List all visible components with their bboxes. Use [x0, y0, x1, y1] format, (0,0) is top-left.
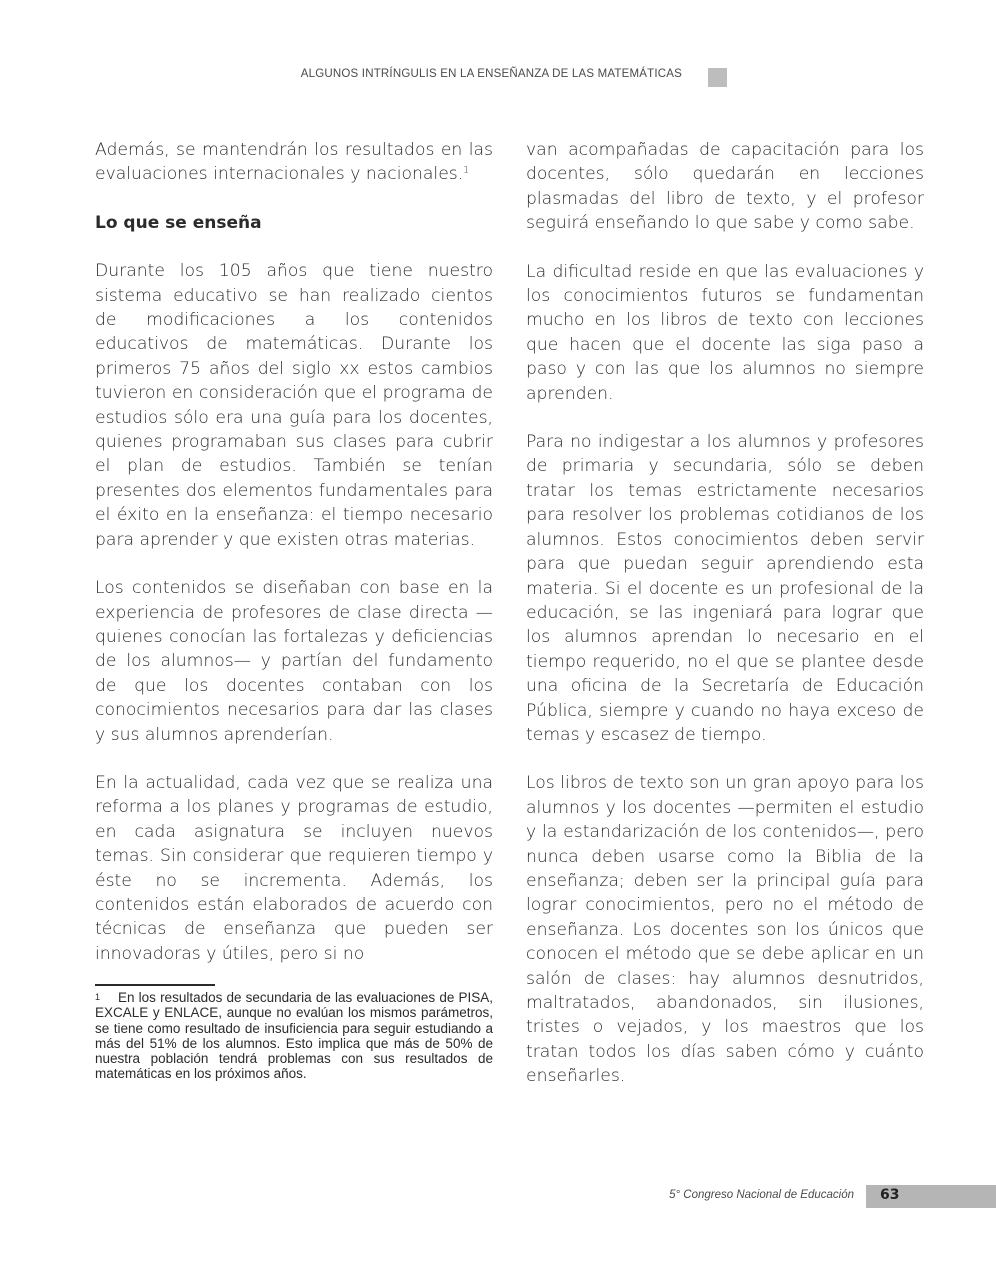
page-number-bar [866, 1185, 996, 1208]
footnote-text: En los resultados de secundaria de las evaluaciones de PISA, EXCALE y ENLACE, aunque no evalúan los mismos parámetros, se tiene como resultado de insuficiencia para seguir estudiando a más del 51% de los alumnos. Esto implica que más de 50% de nuestra población tendrá problemas con sus resultados de matemáticas en los próximos años. [95, 990, 493, 1082]
footnote [95, 990, 493, 1082]
paragraph: Los contenidos se diseñaban con base en la experiencia de profesores de clase directa —quienes conocían las fortalezas y deficiencias de los alumnos— y partían del fundamento de que los docentes contaban con los conocimientos necesarios para dar las clases y sus alumnos aprenderían. [95, 578, 493, 745]
left-column [95, 138, 493, 990]
footnote-number: 1 [95, 992, 101, 1002]
intro-text: Además, se mantendrán los resultados en las evaluaciones internacionales y nacionales. [95, 140, 493, 185]
paragraph: En la actualidad, cada vez que se realiza una reforma a los planes y programas de estudio, en cada asignatura se incluyen nuevos temas. Sin considerar que requieren tiempo y éste no se incrementa. Además, los contenidos están elaborados de acuerdo con técnicas de enseñanza que pueden ser innovadoras y útiles, pero si no [95, 772, 493, 964]
right-column [526, 138, 924, 1113]
page-number: 63 [880, 1187, 900, 1203]
footer-event-name: 5° Congreso Nacional de Educación [669, 1189, 854, 1201]
intro-paragraph [95, 138, 493, 187]
paragraph: Los libros de texto son un gran apoyo para los alumnos y los docentes —permiten el estudio y la estandarización de los contenidos—, pero nunca deben usarse como la Biblia de la enseñanza; deben ser la principal guía para lograr conocimientos, pero no el método de enseñanza. Los docentes son los únicos que conocen el método que se debe aplicar en un salón de clases: hay alumnos desnutridos, maltratados, abandonados, sin ilusiones, tristes o vejados, y los maestros que los tratan todos los días saben cómo y cuánto enseñarles. [526, 773, 924, 1087]
footnote-divider [95, 984, 215, 986]
section-heading: Lo que se enseña [95, 212, 262, 233]
running-header-title: ALGUNOS INTRÍNGULIS EN LA ENSEÑANZA DE LAS MATEMÁTICAS [300, 68, 682, 80]
footnote-reference: 1 [463, 165, 469, 176]
paragraph: van acompañadas de capacitación para los docentes, sólo quedarán en lecciones plasmadas del libro de texto, y el profesor seguirá enseñando lo que sabe y como sabe. [526, 140, 924, 234]
paragraph: Durante los 105 años que tiene nuestro sistema educativo se han realizado cientos de modificaciones a los contenidos educativos de matemáticas. Durante los primeros 75 años del siglo xx estos cambios tuvieron en consideración que el programa de estudios sólo era una guía para los docentes, quienes programaban sus clases para cubrir el plan de estudios. También se tenían presentes dos elementos fundamentales para el éxito en la enseñanza: el tiempo necesario para aprender y que existen otras materias. [95, 261, 493, 550]
paragraph: La dificultad reside en que las evaluaciones y los conocimientos futuros se fundamentan mucho en los libros de texto con lecciones que hacen que el docente las siga paso a paso y con las que los alumnos no siempre aprenden. [526, 261, 924, 404]
header-square-mark [708, 68, 727, 87]
paragraph: Para no indigestar a los alumnos y profesores de primaria y secundaria, sólo se deben tratar los temas estrictamente necesarios para resolver los problemas cotidianos de los alumnos. Estos conocimientos deben servir para que puedan seguir aprendiendo esta materia. Si el docente es un profesional de la educación, se las ingeniará para lograr que los alumnos aprendan lo necesario en el tiempo requerido, no el que se plantee desde una oficina de la Secretaría de Educación Pública, siempre y cuando no haya exceso de temas y escasez de tiempo. [526, 432, 924, 745]
